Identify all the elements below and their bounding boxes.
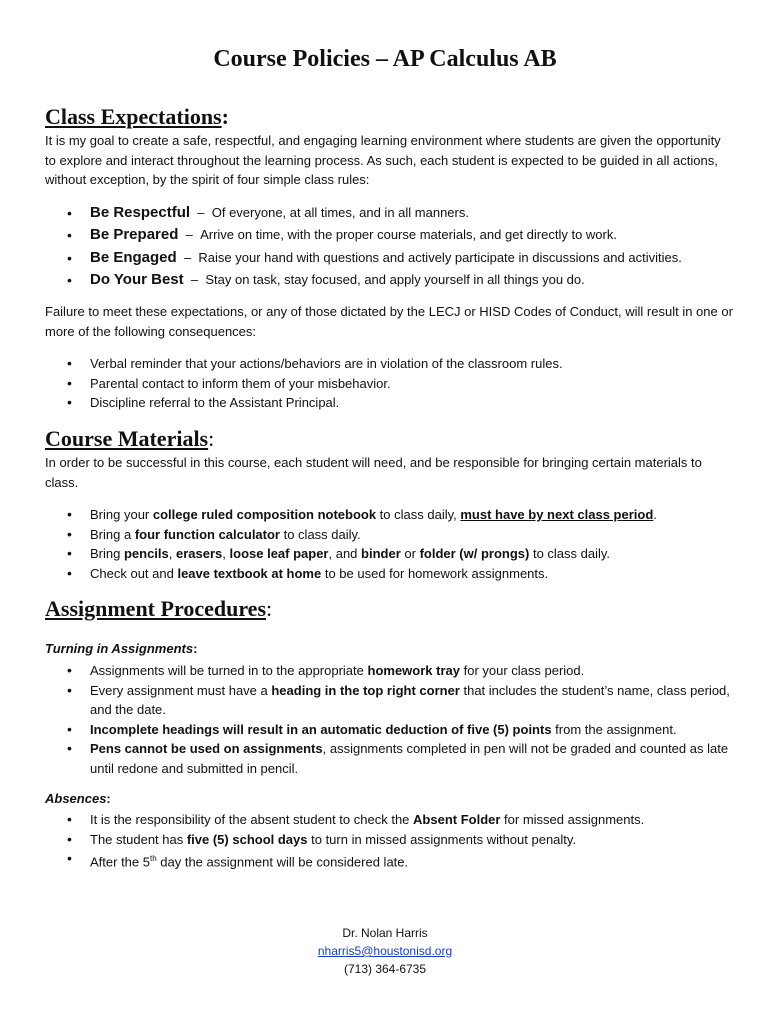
item-bold: folder (w/ prongs) [419,546,530,561]
rule-text: Of everyone, at all times, and in all manners. [211,205,469,220]
item-bold: binder [361,546,401,561]
course-materials-heading-colon: : [208,426,215,451]
item-bold: college ruled composition notebook [152,507,377,522]
rule-dash: – [185,227,193,243]
item-bold: Incomplete headings will result in an automatic deduction of five (5) points [90,721,552,737]
consequences-list [45,354,735,413]
list-item [45,830,735,850]
item-text: It is the responsibility of the absent student to check the [90,812,414,827]
page-title: Course Policies – AP Calculus AB [213,46,557,72]
item-bold: heading in the top right corner [271,682,460,698]
rule-text: Arrive on time, with the proper course materials, and get directly to work. [200,227,617,243]
item-text: Bring a [90,526,135,542]
item-text: Every assignment must have a [90,682,272,698]
item-underlined: must have by next class period [460,507,654,522]
list-item [45,564,735,584]
item-text: day the assignment will be considered late. [156,854,409,870]
absences-subheading [45,791,111,806]
rule-dash: – [183,249,192,265]
class-expectations-heading-colon: : [221,104,229,129]
failure-paragraph: Failure to meet these expectations, or any of those dictated by the LECJ or HISD Codes of Conduct, will result in one or more of the following consequences: [45,304,733,339]
item-text: Bring your [90,507,153,522]
class-expectations-intro: It is my goal to create a safe, respectful, and engaging learning environment where students are given the opportunity to explore and interact throughout the learning process. As such, each student is expected to be guided in all actions, without exception, by the spirit of four simple class rules: [45,133,721,187]
item-bold: erasers [176,546,223,561]
item-text: to class daily. [279,526,361,542]
footer-email-link[interactable]: nharris5@houstonisd.org [317,944,453,958]
list-item [45,269,735,291]
absences-subheading-text: Absences [45,791,107,806]
rule-name: Do Your Best [90,270,184,288]
absences-list [45,810,735,872]
item-bold: four function calculator [134,526,280,542]
item-bold: Absent Folder [413,812,501,827]
item-text: Assignments will be turned in to the appropriate [90,663,368,678]
turning-in-subheading-text: Turning in Assignments [45,641,194,656]
footer-phone: (713) 364-6735 [343,962,427,976]
item-text: for your class period. [459,663,585,678]
assignment-procedures-heading-text: Assignment Procedures [45,596,267,621]
item-text: from the assignment. [551,721,677,737]
turning-in-list [45,661,735,778]
assignment-procedures-heading-colon: : [266,596,273,621]
footer [0,924,770,978]
materials-list [45,505,735,583]
list-item [45,681,735,720]
rule-name: Be Prepared [90,226,179,244]
item-text: to class daily, [376,507,461,522]
class-rules-list [45,202,735,291]
item-text: The student has [90,831,187,847]
item-text: Check out and [90,565,178,581]
rule-name: Be Respectful [90,204,191,221]
ordinal-suffix: th [149,854,157,863]
list-item [45,202,735,224]
item-text: . [653,507,657,522]
item-text: Bring [90,546,124,561]
absences-subheading-colon: : [106,791,111,806]
list-item: • Discipline referral to the Assistant Principal. [45,393,735,413]
turning-in-subheading-colon: : [193,641,198,656]
item-bold: leave textbook at home [177,565,322,581]
list-item [45,544,735,564]
item-text: that includes the student’s name, class period, and the date. [90,682,730,717]
list-item [45,661,735,681]
rule-name: Be Engaged [90,248,177,266]
list-item [45,505,735,525]
footer-name: Dr. Nolan Harris [342,926,428,940]
list-item [45,720,735,740]
list-item [45,849,735,872]
list-item [45,525,735,545]
item-text: After the 5 [90,854,150,870]
item-bold: homework tray [367,663,460,678]
item-text: , [168,546,176,561]
item-text: for missed assignments. [500,812,645,827]
list-item [45,247,735,269]
rule-text: Stay on task, stay focused, and apply yourself in all things you do. [205,271,585,287]
item-bold: five (5) school days [186,831,308,847]
item-text: or [400,546,420,561]
rule-text: Raise your hand with questions and actively participate in discussions and activities. [198,249,682,265]
item-text: to turn in missed assignments without penalty. [307,831,577,847]
list-item [45,224,735,246]
item-text: to class daily. [529,546,611,561]
list-item: • Verbal reminder that your actions/behaviors are in violation of the classroom rules. [45,354,735,374]
item-bold: pencils [123,546,169,561]
class-expectations-heading [45,104,229,130]
assignment-procedures-heading [45,596,272,622]
item-bold: Pens cannot be used on assignments [90,741,323,756]
turning-in-subheading [45,641,197,656]
item-text: , [222,546,230,561]
rule-dash: – [190,271,199,287]
course-materials-intro: In order to be successful in this course, each student will need, and be responsible for bringing certain materials to class. [45,455,702,490]
list-item [45,739,735,778]
item-bold: loose leaf paper [229,546,329,561]
list-item: • Parental contact to inform them of your misbehavior. [45,374,735,394]
course-materials-heading-text: Course Materials [45,426,209,451]
item-text: , and [328,546,362,561]
course-materials-heading [45,426,214,452]
item-text: , assignments completed in pen will not be graded and counted as late until redone and submitted in pencil. [90,741,729,776]
item-text: to be used for homework assignments. [321,565,549,581]
rule-dash: – [197,205,205,220]
list-item [45,810,735,830]
class-expectations-heading-text: Class Expectations [45,104,222,129]
